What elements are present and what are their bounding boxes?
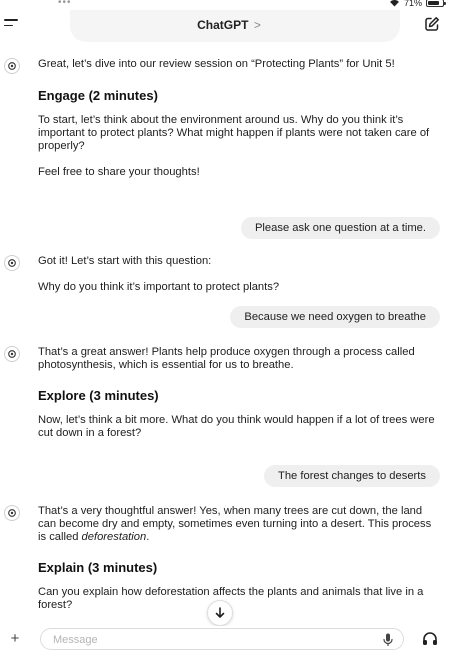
message-input[interactable]	[53, 632, 353, 647]
chevron-right-icon: >	[253, 18, 261, 32]
arrow-down-icon	[215, 607, 225, 619]
status-bar	[0, 0, 458, 10]
section-heading: Explain (3 minutes)	[38, 560, 158, 575]
plus-icon[interactable]: +	[10, 630, 20, 647]
status-dots: •••	[58, 0, 72, 8]
user-message: Because we need oxygen to breathe	[230, 306, 440, 328]
message-paragraph: That’s a great answer! Plants help produce oxygen through a process called photosynthesis, which is essential for us to breathe.	[38, 346, 415, 371]
composer	[0, 626, 458, 666]
new-chat-icon[interactable]	[424, 16, 440, 32]
chatgpt-logo-icon	[4, 505, 20, 521]
chatgpt-logo-icon	[4, 58, 20, 74]
section-heading: Engage (2 minutes)	[38, 88, 158, 103]
message-paragraph: Why do you think it’s important to protect plants?	[38, 281, 280, 293]
message-text: That’s a very thoughtful answer! Yes, when many trees are cut down, the land can become dry and empty, sometimes even turning into a desert. This process is called	[38, 505, 432, 543]
message-paragraph: Can you explain how deforestation affects the plants and animals that live in a forest?	[38, 586, 424, 611]
message-paragraph	[38, 505, 438, 544]
emphasis-text: deforestation	[81, 531, 147, 543]
wifi-icon	[389, 0, 400, 7]
chatgpt-logo-icon	[4, 255, 20, 271]
battery-percent: 71%	[403, 0, 422, 8]
message-paragraph: To start, let’s think about the environment around us. Why do you think it’s important to protect plants? What might happen if plants were not taken care of properly?	[38, 114, 430, 152]
scroll-down-button[interactable]	[207, 600, 233, 626]
microphone-icon[interactable]	[383, 633, 393, 646]
message-text: .	[146, 531, 150, 543]
battery-icon	[426, 0, 444, 7]
header	[0, 10, 458, 42]
message-input-container[interactable]	[40, 628, 404, 650]
headphones-icon[interactable]	[422, 631, 438, 646]
message-paragraph: Great, let’s dive into our review session on “Protecting Plants” for Unit 5!	[38, 58, 395, 70]
user-message: The forest changes to deserts	[264, 465, 440, 487]
section-heading: Explore (3 minutes)	[38, 388, 159, 403]
chatgpt-logo-icon	[4, 346, 20, 362]
message-paragraph: Feel free to share your thoughts!	[38, 166, 200, 178]
status-right	[389, 0, 444, 8]
page-title[interactable]	[0, 18, 458, 32]
title-label: ChatGPT	[197, 18, 249, 32]
message-paragraph: Got it! Let’s start with this question:	[38, 255, 212, 267]
user-message: Please ask one question at a time.	[241, 217, 440, 239]
message-paragraph: Now, let’s think a bit more. What do you think would happen if a lot of trees were cut down in a forest?	[38, 414, 435, 439]
